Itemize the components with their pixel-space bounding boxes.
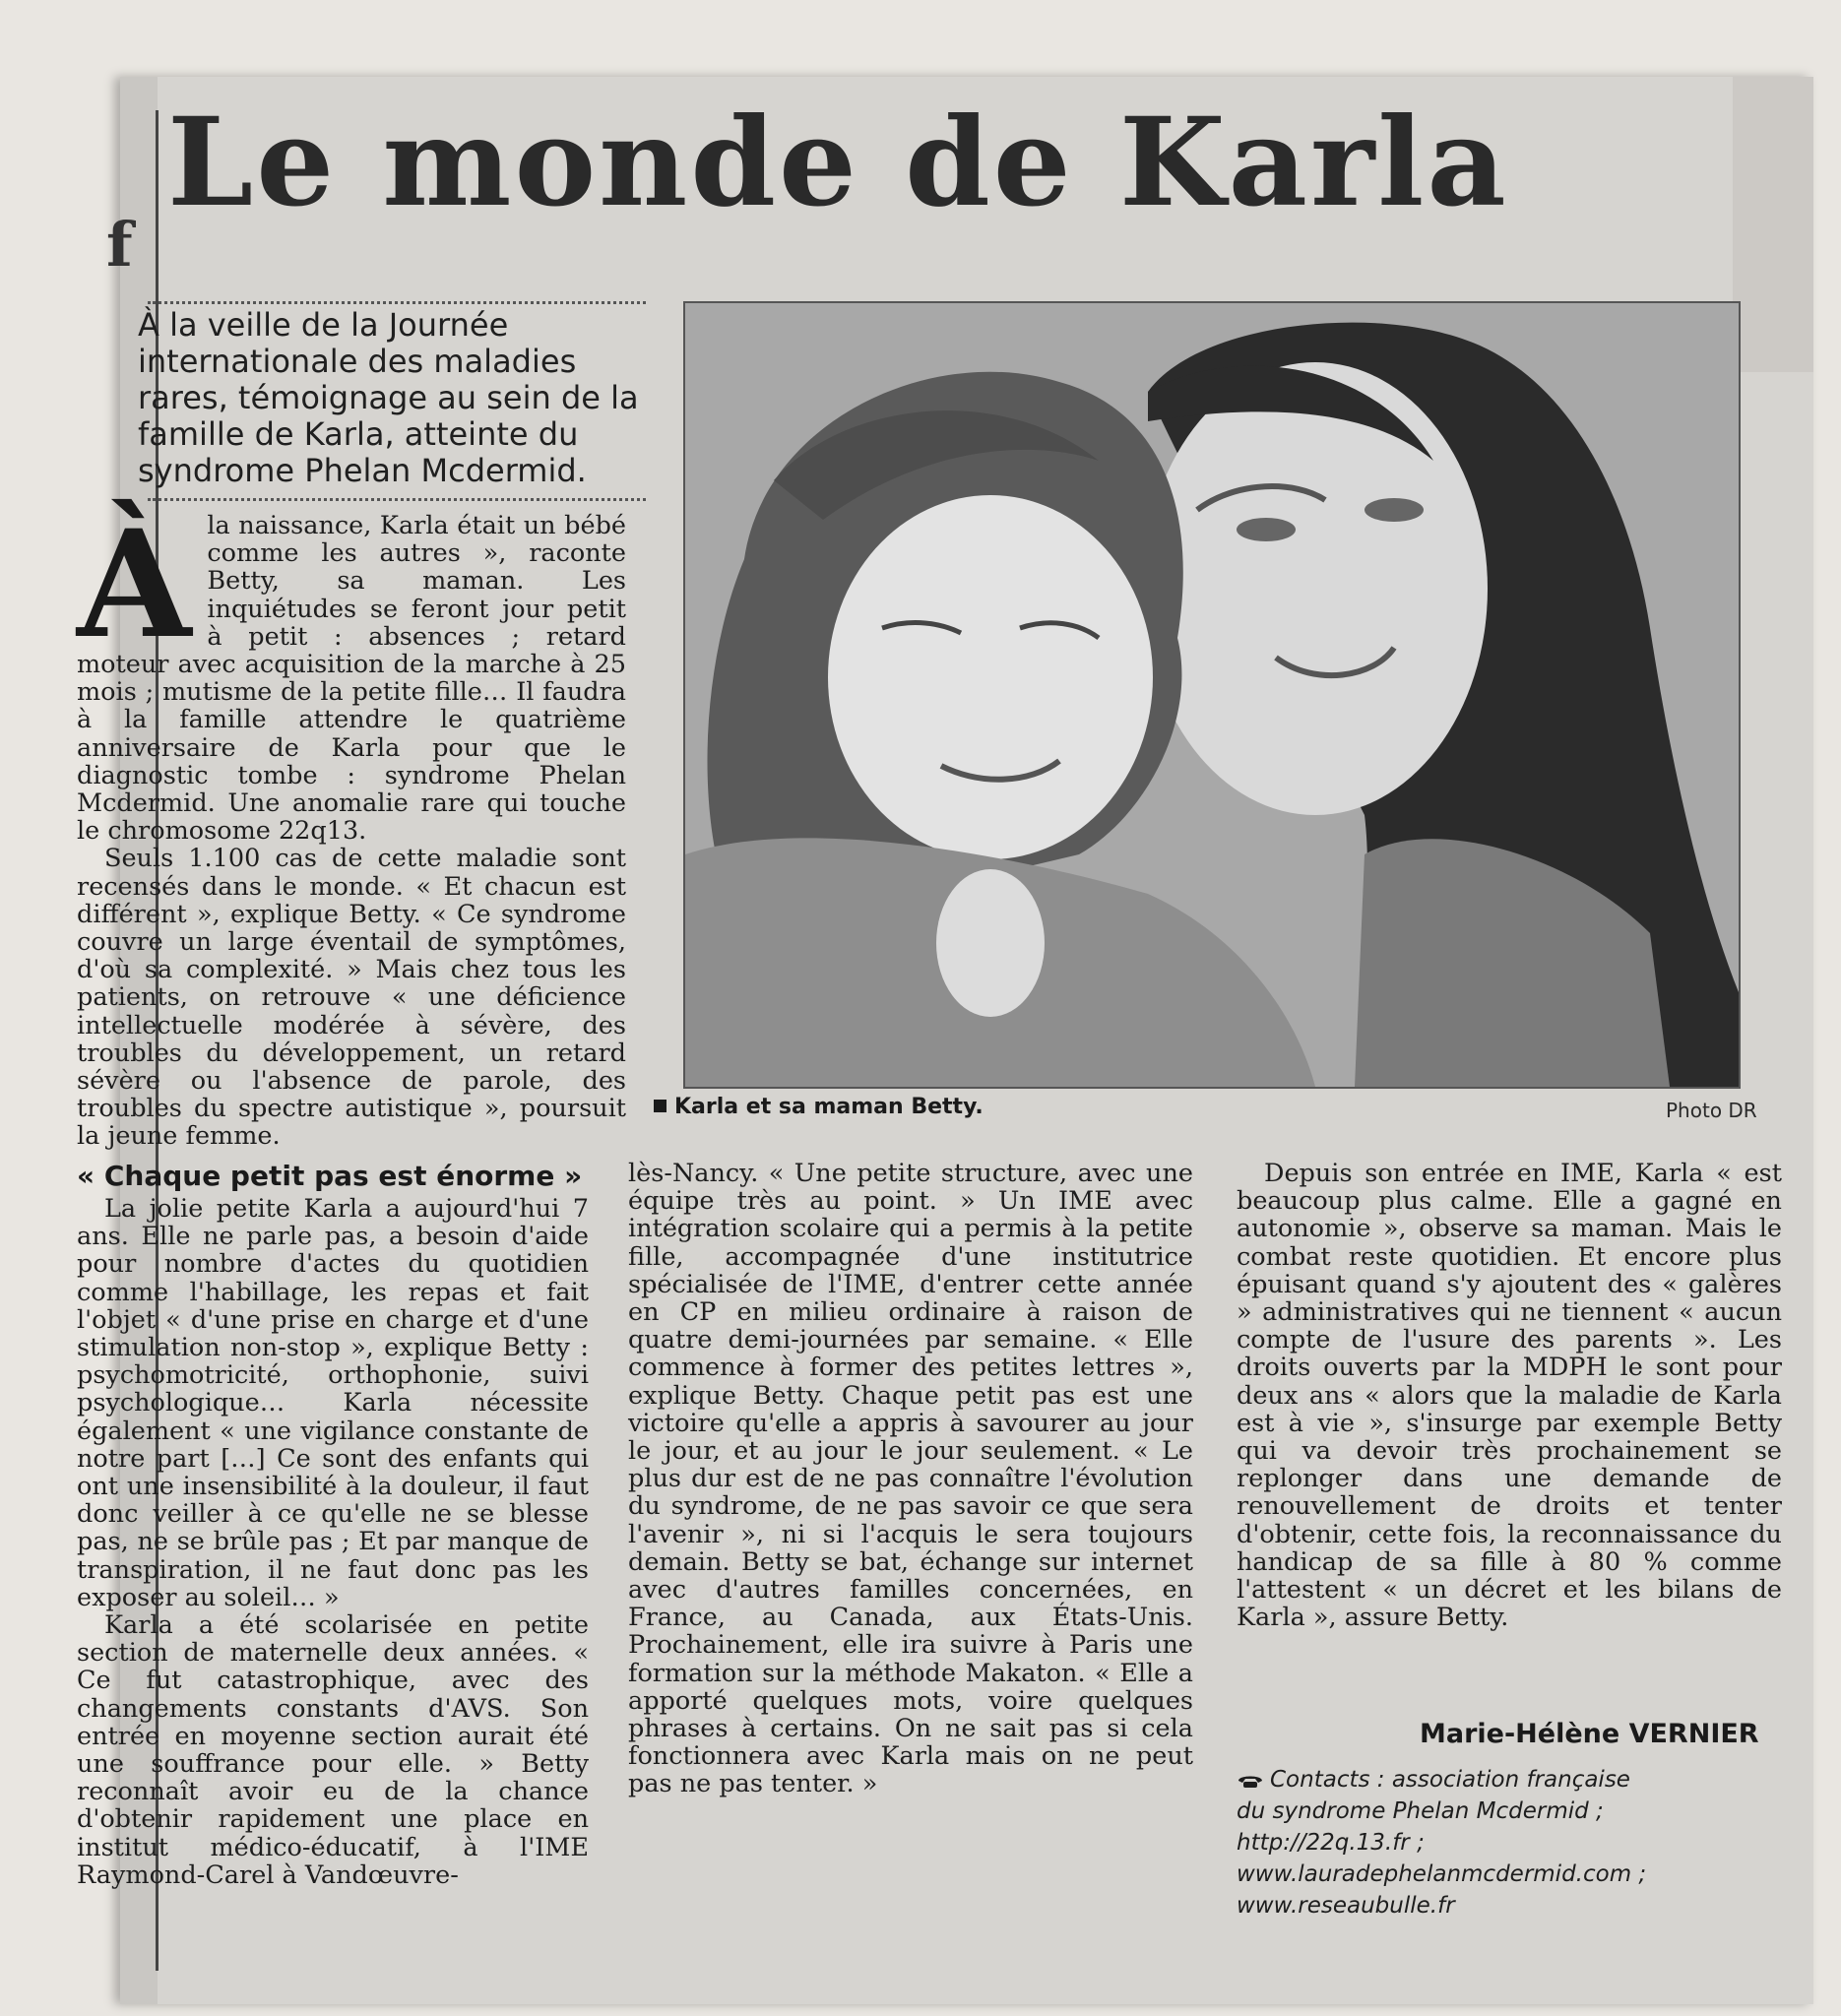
column-1 — [77, 498, 626, 1152]
photo — [683, 301, 1741, 1089]
photo-caption — [654, 1095, 984, 1119]
dropcap: À — [77, 498, 192, 671]
author-byline: Marie-Hélène VERNIER — [1420, 1719, 1759, 1749]
column-2 — [628, 1160, 1193, 1798]
contacts-line: du syndrome Phelan Mcdermid ; — [1237, 1798, 1604, 1824]
paragraph: Seuls 1.100 cas de cette maladie sont recensés dans le monde. « Et chacun est différent », explique Betty. « Ce syndrome couvre un large éventail de symptômes, d'où sa complexité. » Mais chez tous les patients, on retrouve « une déficience intellectuelle modérée à sévère, des troubles du développement, un retard sévère ou l'absence de parole, des troubles du spectre autistique », poursuit la jeune femme. — [77, 844, 626, 1152]
paragraph: lès-Nancy. « Une petite structure, avec une équipe très au point. » Un IME avec intégration scolaire qui a permis à la petite fille, accompagnée d'une institutrice spécialisée de l'IME, d'entrer cette année en CP en milieu ordinaire à raison de quatre demi-journées par semaine. « Elle commence à former des petites lettres », explique Betty. Chaque petit pas est une victoire qu'elle a appris à savourer au jour le jour, et au jour le jour seulement. « Le plus dur est de ne pas connaître l'évolution du syndrome, de ne pas savoir ce que sera l'avenir », ni si l'acquis le sera toujours demain. Betty se bat, échange sur internet avec d'autres familles concernées, en France, au Canada, aux États-Unis. Prochainement, elle ira suivre à Paris une formation sur la méthode Makaton. « Elle a apporté quelques mots, voire quelques phrases à certains. On ne sait pas si cela fonctionnera avec Karla mais on ne peut pas ne pas tenter. » — [628, 1159, 1193, 1799]
caption-text: Karla et sa maman Betty. — [674, 1095, 984, 1119]
contacts-url[interactable]: www.lauradephelanmcdermid.com ; — [1237, 1861, 1647, 1887]
headline: Le monde de Karla — [167, 92, 1509, 234]
paragraph: la naissance, Karla était un bébé comme les autres », raconte Betty, sa maman. Les inquiétudes se feront jour petit à petit : absences ; retard moteur avec acquisition de la marche à 25 mois ; mutisme de la petite fille… Il faudra à la famille attendre le quatrième anniversaire de Karla pour que le diagnostic tombe : syndrome Phelan Mcdermid. Une anomalie rare qui touche le chromosome 22q13. — [77, 511, 626, 847]
phone-icon — [1237, 1771, 1264, 1789]
chapo: À la veille de la Journée internationale des maladies rares, témoignage au sein de la famille de Karla, atteinte du syndrome Phelan Mcdermid. — [138, 306, 639, 489]
chapo-top-rule — [148, 301, 646, 304]
contacts-heading: Contacts : association française — [1270, 1767, 1630, 1793]
contacts-url[interactable]: http://22q.13.fr ; — [1237, 1830, 1425, 1856]
page-fold — [1733, 77, 1813, 372]
photo-karla-betty — [685, 303, 1739, 1087]
subheading: « Chaque petit pas est énorme » — [77, 1160, 583, 1192]
paragraph: La jolie petite Karla a aujourd'hui 7 ans. Elle ne parle pas, a besoin d'aide pour nombre d'actes du quotidien comme l'habillage, les repas et fait l'objet « d'une prise en charge et d'une stimulation non-stop », explique Betty : psychomotricité, orthophonie, suivi psychologique… Karla nécessite également « une vigilance constante de notre part […] Ce sont des enfants qui ont une insensibilité à la douleur, il faut donc veiller à ce qu'elle ne se blesse pas, ne se brûle pas ; Et par manque de transpiration, il ne faut donc pas les exposer au soleil… » — [77, 1194, 589, 1612]
chapo-bottom-rule — [148, 498, 646, 501]
contacts-line — [1237, 1764, 1699, 1796]
contacts-box — [1237, 1764, 1699, 1922]
side-letter: f — [106, 209, 133, 281]
paragraph: Depuis son entrée en IME, Karla « est beaucoup plus calme. Elle a gagné en autonomie », observe sa maman. Mais le combat reste quotidien. Et encore plus épuisant quand s'y ajoutent des « galères » administratives qui ne tiennent « aucun compte de l'usure des parents ». Les droits ouverts par la MDPH le sont pour deux ans « alors que la maladie de Karla est à vie », s'insurge par exemple Betty qui va devoir très prochainement se replonger dans une demande de renouvellement de droits et tenter d'obtenir, cette fois, la reconnaissance du handicap de sa fille à 80 % comme l'attestent « un décret et les bilans de Karla », assure Betty. — [1237, 1159, 1782, 1633]
contacts-url[interactable]: www.reseaubulle.fr — [1237, 1893, 1455, 1919]
column-3 — [1237, 1160, 1782, 1631]
column-1-continued — [77, 1195, 589, 1889]
caption-bullet-icon — [654, 1100, 667, 1112]
paragraph: Karla a été scolarisée en petite section de maternelle deux années. « Ce fut catastrophique, avec des changements constants d'AVS. Son entrée en moyenne section aurait été une souffrance pour elle. » Betty reconnaît avoir eu de la chance d'obtenir rapidement une place en institut médico-éducatif, à l'IME Raymond-Carel à Vandœuvre- — [77, 1610, 589, 1890]
photo-credit: Photo DR — [1666, 1099, 1757, 1122]
